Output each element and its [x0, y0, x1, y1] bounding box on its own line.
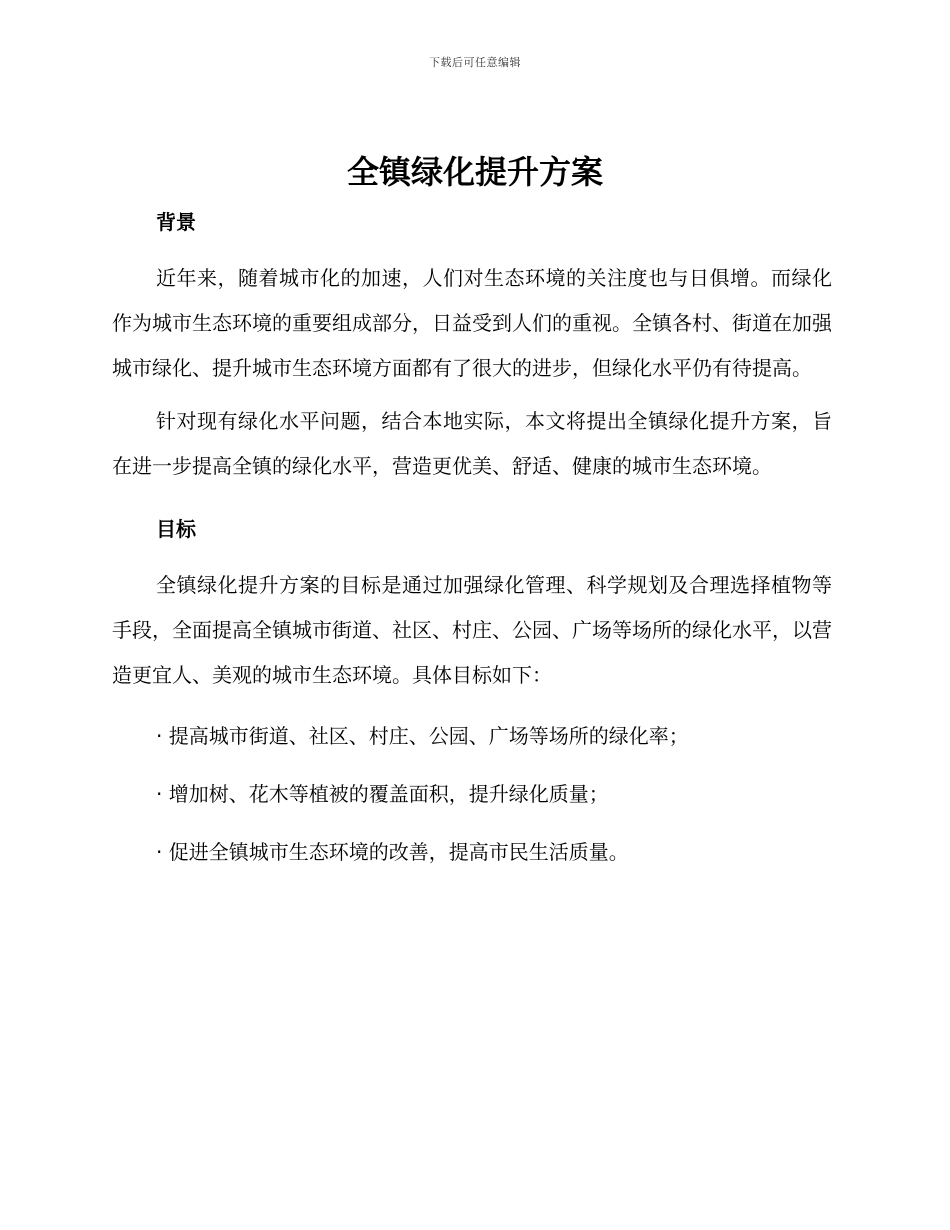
goal-bullet-1: · 提高城市街道、社区、村庄、公园、广场等场所的绿化率； — [156, 724, 689, 748]
document-body — [112, 204, 832, 870]
header-note: 下载后可任意编辑 — [429, 56, 521, 69]
goal-bullet-2: · 增加树、花木等植被的覆盖面积，提升绿化质量； — [156, 782, 609, 806]
background-paragraph-2: 针对现有绿化水平问题，结合本地实际，本文将提出全镇绿化提升方案，旨在进一步提高全镇的绿化水平，营造更优美、舒适、健康的城市生态环境。 — [112, 409, 832, 478]
section-heading-background: 背景 — [156, 210, 196, 234]
background-paragraph-1: 近年来，随着城市化的加速，人们对生态环境的关注度也与日俱增。而绿化作为城市生态环境的重要组成部分，日益受到人们的重视。全镇各村、街道在加强城市绿化、提升城市生态环境方面都有了很大的进步，但绿化水平仍有待提高。 — [112, 266, 832, 380]
goals-paragraph: 全镇绿化提升方案的目标是通过加强绿化管理、科学规划及合理选择植物等手段，全面提高全镇城市街道、社区、村庄、公园、广场等场所的绿化水平，以营造更宜人、美观的城市生态环境。具体目标如下： — [112, 573, 832, 687]
section-heading-goals: 目标 — [156, 517, 196, 541]
document-title: 全镇绿化提升方案 — [346, 153, 603, 191]
goal-bullet-3: · 促进全镇城市生态环境的改善，提高市民生活质量。 — [156, 840, 629, 864]
